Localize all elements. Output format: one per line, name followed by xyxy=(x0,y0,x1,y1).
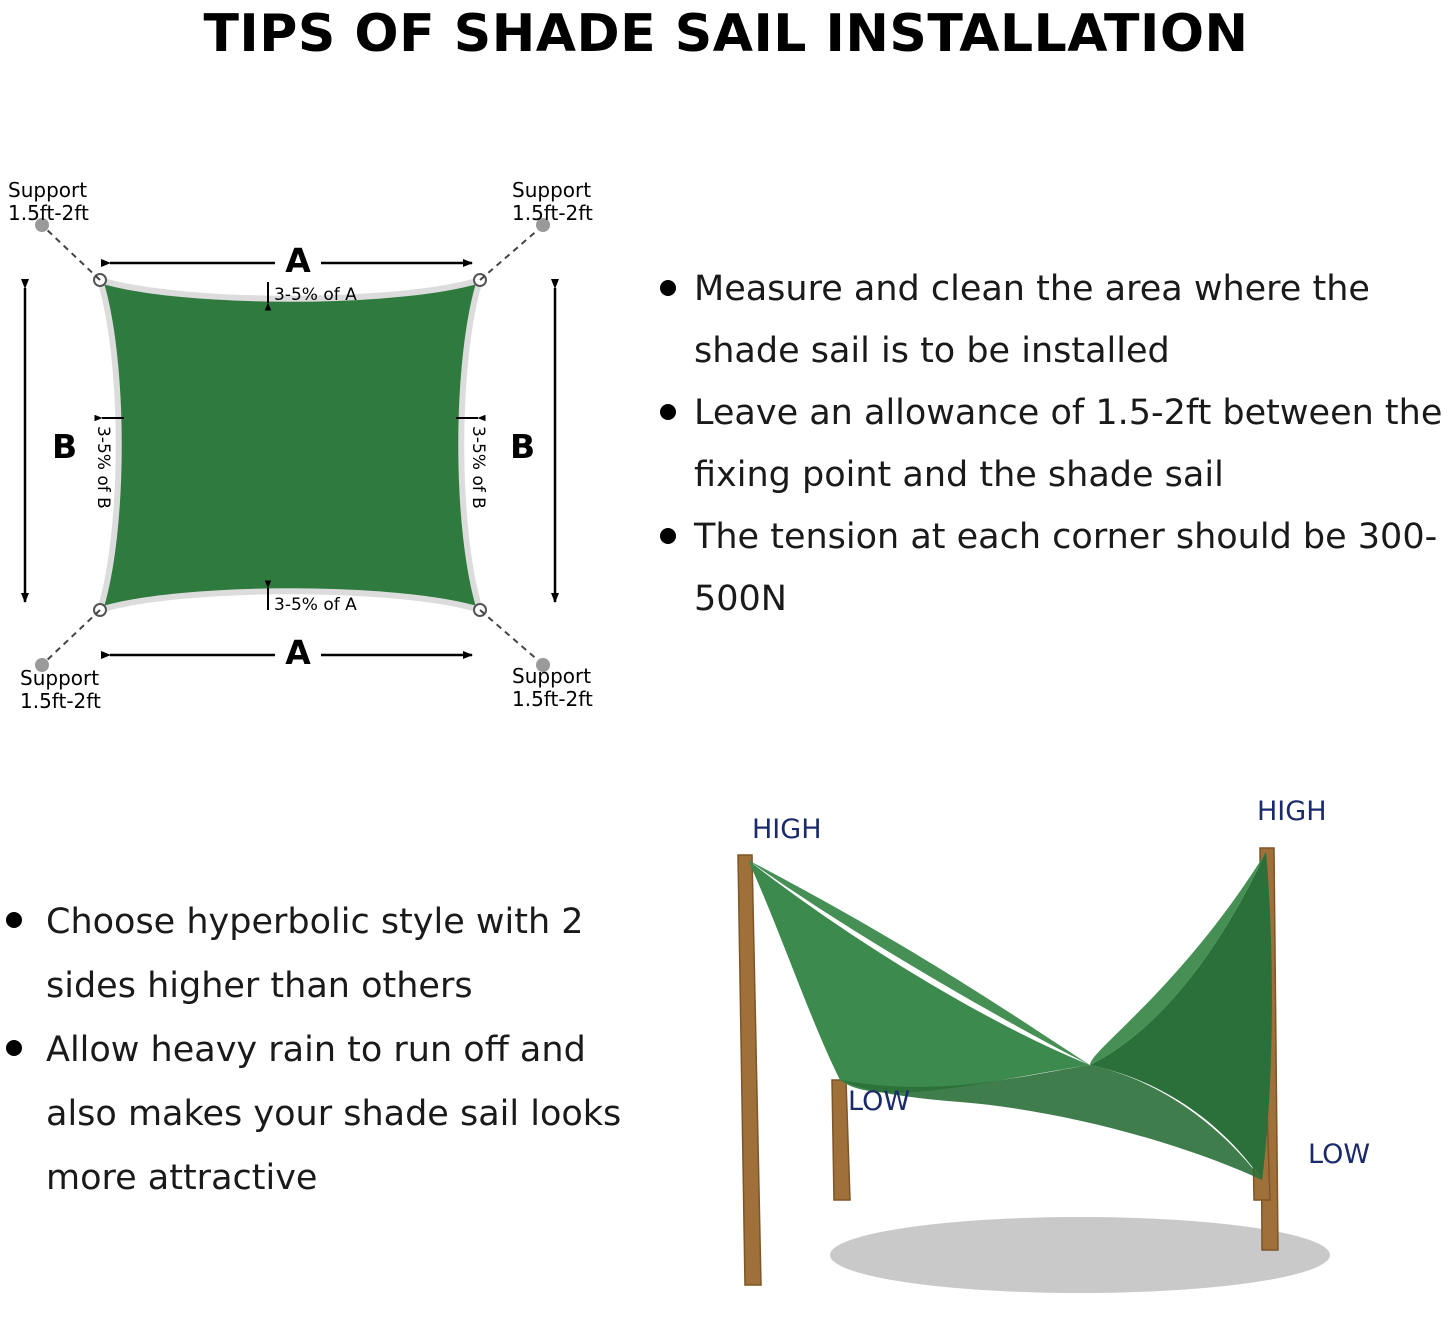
list-item xyxy=(652,258,1452,382)
dimension-label-a-bottom: A xyxy=(285,633,311,672)
page-title: TIPS OF SHADE SAIL INSTALLATION xyxy=(203,4,1249,64)
label-high-right: HIGH xyxy=(1257,796,1327,827)
bullet-icon xyxy=(660,404,676,420)
support-label-top-left-line1: Support xyxy=(8,178,88,202)
installation-tips-list-top xyxy=(652,258,1452,630)
support-label-bottom-left-line2: 1.5ft-2ft xyxy=(20,689,101,713)
support-line xyxy=(480,610,540,662)
tip-text: Leave an allowance of 1.5-2ft between the fixing point and the shade sail xyxy=(694,393,1443,495)
tip-text: The tension at each corner should be 300-500N xyxy=(694,517,1438,619)
label-low-right: LOW xyxy=(1308,1139,1371,1170)
support-label-top-right-line2: 1.5ft-2ft xyxy=(512,201,593,225)
list-item xyxy=(652,506,1452,630)
support-label-top-left-line2: 1.5ft-2ft xyxy=(8,201,89,225)
support-line xyxy=(480,228,540,280)
rectangular-shade-sail-diagram xyxy=(0,160,660,740)
support-label-bottom-right-line1: Support xyxy=(512,664,592,688)
tip-text: Measure and clean the area where the shade sail is to be installed xyxy=(694,269,1370,371)
tip-text: Choose hyperbolic style with 2 sides higher than others xyxy=(46,902,584,1006)
bullet-icon xyxy=(6,1040,22,1056)
dimension-label-b-left: B xyxy=(52,427,78,466)
dimension-label-a-top: A xyxy=(285,241,311,280)
curve-depth-label-left: 3-5% of B xyxy=(93,426,113,509)
list-item xyxy=(0,890,640,1018)
bullet-icon xyxy=(6,912,22,928)
list-item xyxy=(652,382,1452,506)
tip-text: Allow heavy rain to run off and also makes your shade sail looks more attractive xyxy=(46,1030,622,1198)
curve-depth-label-bottom: 3-5% of A xyxy=(274,595,357,615)
list-item xyxy=(0,1018,640,1210)
label-low-left: LOW xyxy=(848,1086,911,1117)
pole-high-left xyxy=(738,855,761,1285)
bullet-icon xyxy=(660,528,676,544)
hyperbolic-shade-sail-diagram xyxy=(660,780,1452,1325)
dimension-label-b-right: B xyxy=(510,427,536,466)
support-label-bottom-right-line2: 1.5ft-2ft xyxy=(512,687,593,711)
support-label-bottom-left-line1: Support xyxy=(20,666,100,690)
ground-shadow xyxy=(830,1217,1330,1293)
bullet-icon xyxy=(660,280,676,296)
support-line xyxy=(45,610,100,662)
installation-tips-list-bottom xyxy=(0,890,640,1210)
support-line xyxy=(45,228,100,280)
label-high-left: HIGH xyxy=(752,814,822,845)
curve-depth-label-right: 3-5% of B xyxy=(468,426,488,509)
curve-depth-label-top: 3-5% of A xyxy=(274,285,357,305)
support-label-top-right-line1: Support xyxy=(512,178,592,202)
shade-sail-shape xyxy=(100,280,480,610)
